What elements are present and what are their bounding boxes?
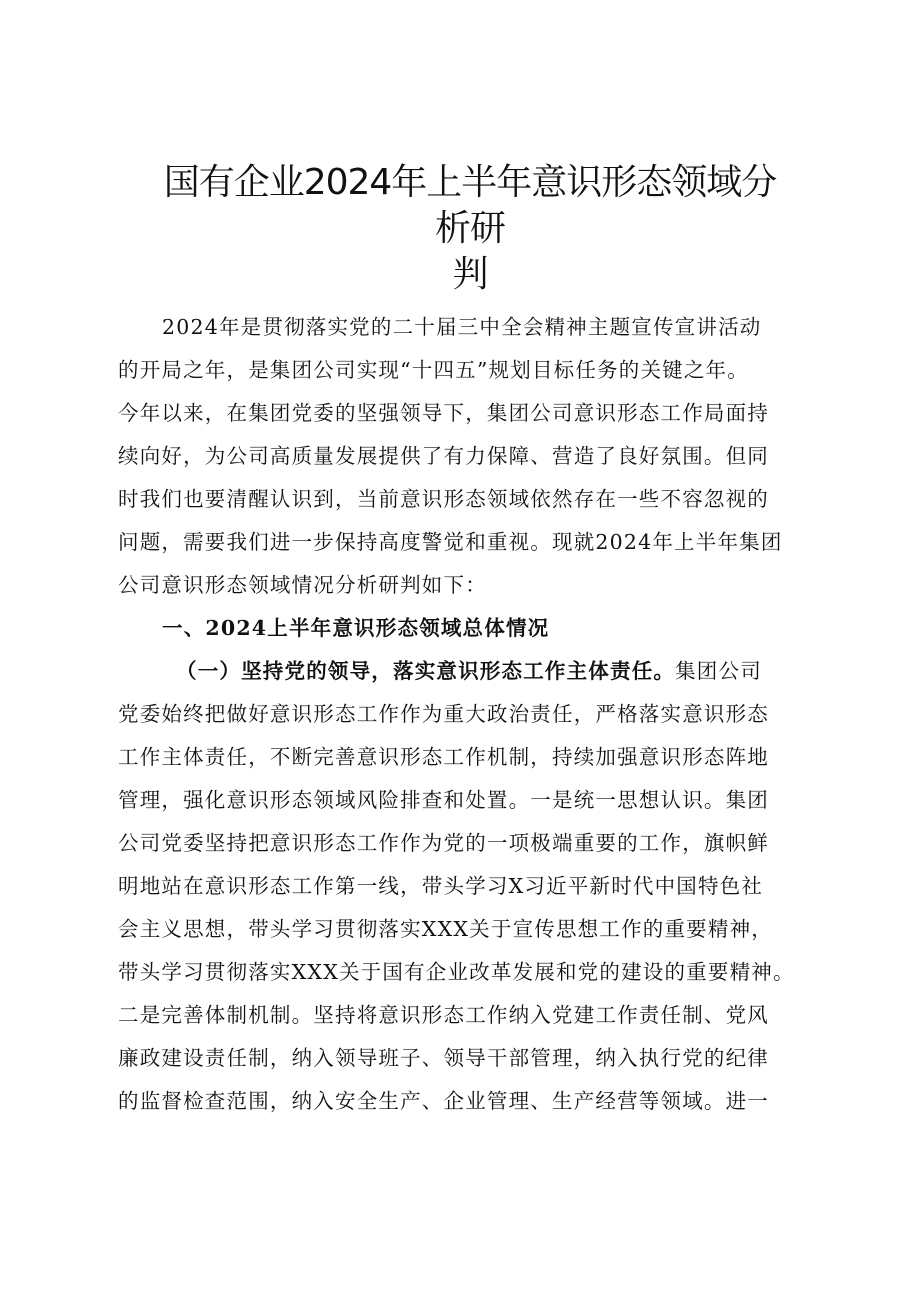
paragraph-line: 公司意识形态领域情况分析研判如下： [118, 573, 487, 597]
paragraph-line: 带头学习贯彻落实XXX关于国有企业改革发展和党的建设的重要精神。 [118, 960, 795, 984]
paragraph-line: 二是完善体制机制。坚持将意识形态工作纳入党建工作责任制、党风 [118, 1003, 769, 1027]
subsection-first-line [118, 650, 820, 693]
paragraph-line: 问题，需要我们进一步保持高度警觉和重视。现就2024年上半年集团 [118, 530, 783, 554]
paragraph-line: 2024年是贯彻落实党的二十届三中全会精神主题宣传宣讲活动 [162, 315, 762, 339]
title-line-1: 国有企业2024年上半年意识形态领域分析研 [163, 162, 777, 249]
paragraph-line: 时我们也要清醒认识到，当前意识形态领域依然存在一些不容忽视的 [118, 487, 769, 511]
paragraph-line: 工作主体责任，不断完善意识形态工作机制，持续加强意识形态阵地 [118, 745, 769, 769]
section-heading: 一、2024上半年意识形态领域总体情况 [162, 616, 550, 640]
paragraph-line: 公司党委坚持把意识形态工作作为党的一项极端重要的工作，旗帜鲜 [118, 831, 769, 855]
title-line-2: 判 [452, 254, 488, 295]
subsection-heading-tail: 集团公司 [675, 659, 762, 683]
document-body [118, 306, 820, 1123]
paragraph-line: 廉政建设责任制，纳入领导班子、领导干部管理，纳入执行党的纪律 [118, 1046, 769, 1070]
paragraph-line: 的监督检查范围，纳入安全生产、企业管理、生产经营等领域。进一 [118, 1089, 769, 1113]
document-title [150, 160, 790, 298]
paragraph-line: 续向好，为公司高质量发展提供了有力保障、营造了良好氛围。但同 [118, 444, 769, 468]
paragraph-line: 会主义思想，带头学习贯彻落实XXX关于宣传思想工作的重要精神， [118, 917, 773, 941]
paragraph-line: 党委始终把做好意识形态工作作为重大政治责任，严格落实意识形态 [118, 702, 769, 726]
paragraph-line: 管理，强化意识形态领域风险排查和处置。一是统一思想认识。集团 [118, 788, 769, 812]
paragraph-line: 今年以来，在集团党委的坚强领导下，集团公司意识形态工作局面持 [118, 401, 769, 425]
paragraph-line: 的开局之年，是集团公司实现“十四五”规划目标任务的关键之年。 [118, 358, 749, 382]
paragraph-line: 明地站在意识形态工作第一线，带头学习X习近平新时代中国特色社 [118, 874, 764, 898]
subsection-heading: （一）坚持党的领导，落实意识形态工作主体责任。 [176, 659, 676, 683]
